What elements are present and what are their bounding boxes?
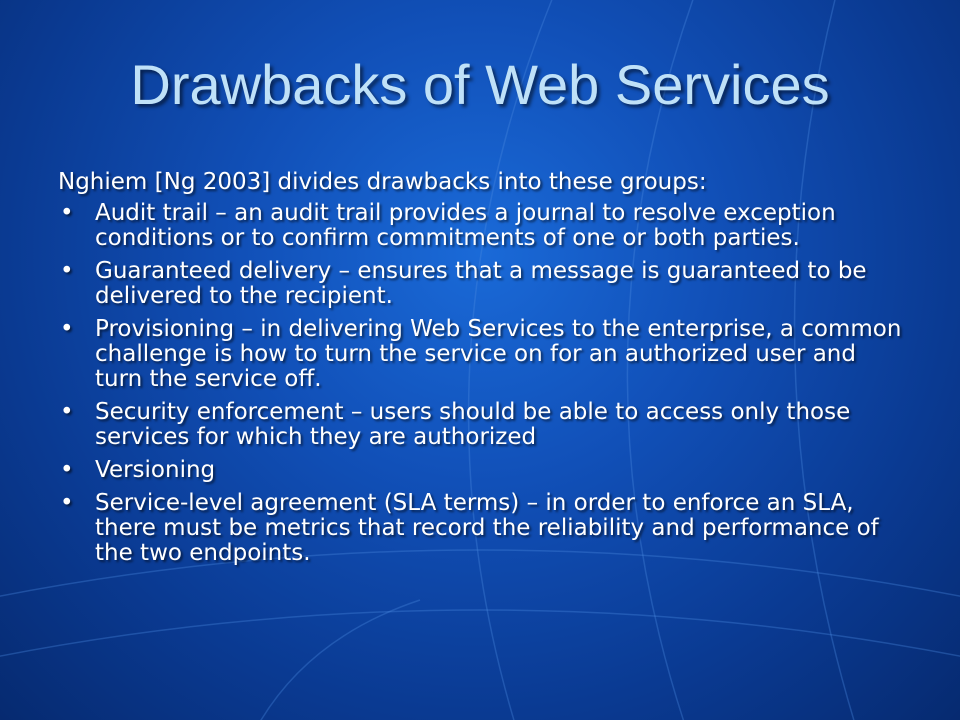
slide-title: Drawbacks of Web Services bbox=[130, 53, 830, 116]
bullet-icon: • bbox=[60, 258, 74, 284]
bullet-item-provisioning bbox=[58, 317, 908, 392]
bullet-list bbox=[58, 201, 908, 566]
bullet-icon: • bbox=[60, 490, 74, 516]
bullet-text: Security enforcement – users should be able to access only those services for which they are authorized bbox=[95, 399, 851, 450]
intro-text: Nghiem [Ng 2003] divides drawbacks into these groups: bbox=[58, 169, 707, 195]
bullet-icon: • bbox=[60, 200, 74, 226]
slide-body bbox=[58, 170, 908, 574]
bullet-item-versioning bbox=[58, 458, 908, 483]
bullet-text: Guaranteed delivery – ensures that a message is guaranteed to be delivered to the recipient. bbox=[95, 258, 867, 309]
bullet-item-audit-trail bbox=[58, 201, 908, 251]
bullet-icon: • bbox=[60, 457, 74, 483]
bullet-text: Audit trail – an audit trail provides a journal to resolve exception conditions or to confirm commitments of one or both parties. bbox=[95, 200, 836, 251]
bullet-item-security-enforcement bbox=[58, 400, 908, 450]
bullet-text: Versioning bbox=[95, 457, 216, 483]
bullet-item-guaranteed-delivery bbox=[58, 259, 908, 309]
bullet-icon: • bbox=[60, 399, 74, 425]
bullet-text: Provisioning – in delivering Web Services to the enterprise, a common challenge is how to turn the service on for an authorized user and turn the service off. bbox=[95, 316, 902, 392]
bullet-icon: • bbox=[60, 316, 74, 342]
bullet-text: Service-level agreement (SLA terms) – in order to enforce an SLA, there must be metrics that record the reliability and performance of the two endpoints. bbox=[95, 490, 879, 566]
bullet-item-sla bbox=[58, 491, 908, 566]
